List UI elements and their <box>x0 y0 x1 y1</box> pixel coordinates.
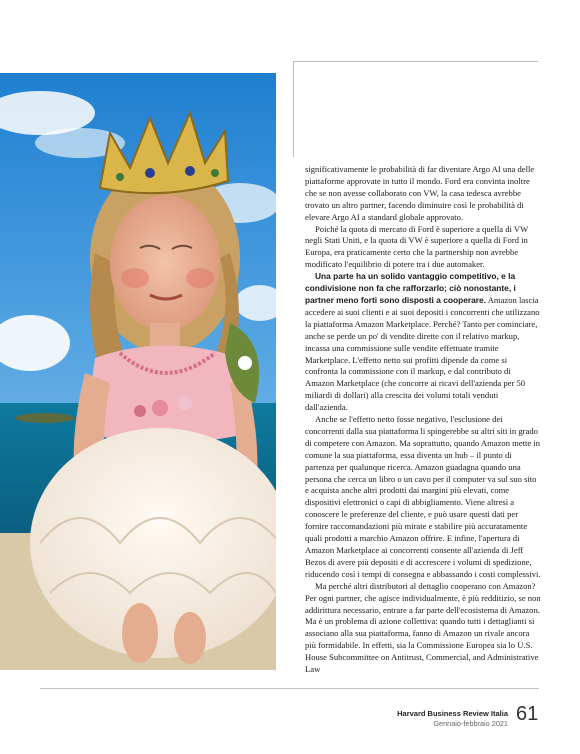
article-body <box>305 164 541 676</box>
article-paragraph: Anche se l'effetto netto fosse negativo, l'esclusione dei concorrenti dalla sua piattaforma li spingerebbe su altri siti in grado di competere con Amazon. Ma soprattutto, quando Amazon mette in comune la sua piattaforma, essa diventa un hub – il punto di partenza per qualunque ricerca. Amazon guadagna quando una persona che cerca un libro o un cavo per il computer va sul suo sito e acquista anche altri prodotti dai margini più elevati, come dispositivi elettronici o capi di abbigliamento. Viene altresì a conoscere le preferenze del cliente, e può usare questi dati per fornire raccomandazioni più mirate e stabilire più accuratamente quali prodotti a marchio Amazon offrire. E infine, l'apertura di Amazon Marketplace ai concorrenti consente all'azienda di Jeff Bezos di avere più depositi e di accrescere i volumi di spedizione, riducendo così i tempi di consegna e abbassando i costi complessivi. <box>305 414 541 579</box>
article-paragraph: significativamente le probabilità di far diventare Argo AI una delle piattaforme approvate in tutto il mondo. Ford era convinta inoltre che se non avesse collaborato con VW, la casa tedesca avrebbe trovato un altro partner, facendo diminuire così le probabilità di elevare Argo AI a standard globale approvato. <box>305 164 535 222</box>
article-paragraph: Poiché la quota di mercato di Ford è superiore a quella di VW negli Stati Uniti, e la quota di VW è superiore a quella di Ford in Europa, era praticamente certo che la partnership non avrebbe modificato l'equilibrio di potere tra i due automaker. <box>305 223 529 270</box>
article-paragraph <box>305 271 541 414</box>
issue-date: Gennaio-febbraio 2021 <box>433 719 508 728</box>
article-paragraph: Ma perché altri distributori al dettaglio cooperano con Amazon? Per ogni partner, che agisce individualmente, è più redditizio, se non addirittura necessario, entrare a far parte dell'ecosistema di Amazon. Ma è un problema di azione collettiva: quando tutti i dettaglianti si associano alla sua piattaforma, fanno di Amazon un rivale ancora più formidabile. In effetti, sia la Commissione Europea sia lo U.S. House Subcommittee on Antitrust, Commercial, and Administrative Law <box>305 580 541 675</box>
article-photo-girl-with-crown <box>0 73 276 670</box>
page-number: 61 <box>516 703 539 725</box>
section-lead-heading: Una parte ha un solido vantaggio competitivo, e la condivisione non fa che rafforzarlo; ciò nonostante, i partner meno forti sono disposti a cooperare. <box>305 271 516 305</box>
footer-rule <box>40 688 539 689</box>
paragraph-text: Amazon lascia accedere ai suoi clienti e ai suoi depositi i concorrenti che utilizzano la piattaforma Amazon Marketplace. Perché? Tanto per cominciare, anche se perde un po' di vendite dirette con il relativo markup, incassa una commissione sulle vendite effettuate tramite Marketplace. L'effetto netto sui profitti dipende da come si confronta la commissione con il markup, e dal contributo di Amazon Marketplace (che concorre ai ricavi dell'azienda per 50 miliardi di dollari) alla crescita dei volumi totali venduti dall'azienda. <box>305 294 540 413</box>
top-rule <box>293 61 538 62</box>
publication-name: Harvard Business Review Italia <box>397 709 508 718</box>
column-divider <box>293 61 294 157</box>
